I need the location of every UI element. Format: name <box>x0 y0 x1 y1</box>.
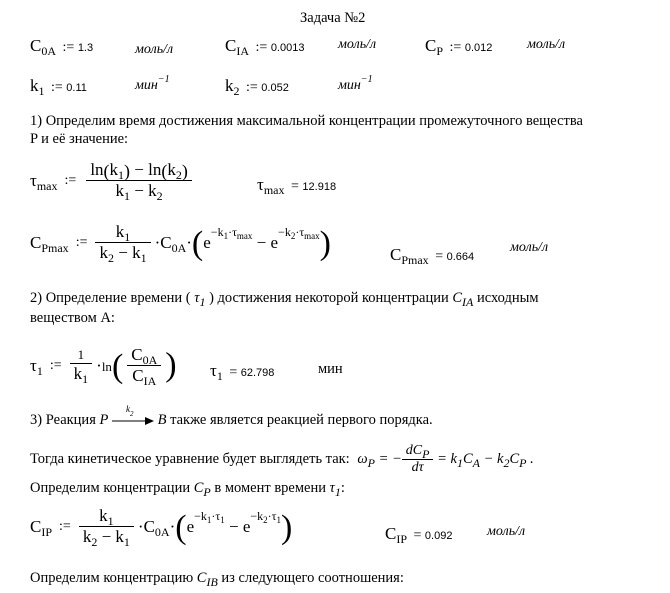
section3-line1: 3) Реакция P $k_2$ B также является реакцией первого порядка. <box>30 403 433 428</box>
unit-cia: моль/л <box>338 37 377 52</box>
cip-formula: $C_{IP}$ := $\frac{k_1}{k_2 - k_1}$ $\cdot C_{0A}\cdot(e^{-k_1\cdot\tau_1} - e^{-k_2\cdot\tau_1})$ <box>30 506 293 549</box>
unit-c0a: моль/л <box>135 42 174 57</box>
tau1-result: $\tau_1 = 62.798$ <box>210 361 275 383</box>
cip-result: $C_{IP} = 0.092$ <box>385 524 453 546</box>
tau-max-result: $\tau_{max} = 12.918$ <box>257 175 337 197</box>
section3-line4: Определим концентрацию $C_{IB}$ из следующего соотношения: <box>30 570 404 589</box>
param-k2: $k_2$ := 0.052 <box>225 76 289 98</box>
param-cia: $C_{IA}$ := 0.0013 <box>225 36 305 58</box>
cpmax-unit: моль/л <box>510 240 549 255</box>
unit-k2: мин$^{-1}$ <box>338 74 373 93</box>
unit-k1: мин$^{-1}$ <box>135 74 170 93</box>
param-c0a: $C_{0A}$ := 1.3 <box>30 36 94 58</box>
cpmax-formula: $C_{Pmax}$ := $\frac{k_1}{k_2 - k_1}$ $\cdot C_{0A}\cdot(e^{-k_1\cdot\tau_{max}} - e^{-k_2\cdot\tau_{max}})$ <box>30 222 331 265</box>
page-title: Задача №2 <box>300 10 366 26</box>
unit-cp: моль/л <box>527 37 566 52</box>
tau1-unit: мин <box>318 361 343 377</box>
section3-line2: Тогда кинетическое уравнение будет выглядеть так: $\omega_P$ = − $\frac{dC_P}{d\tau}$ = $k_1C_A - k_2C_P$ . <box>30 443 534 475</box>
section1-line1: 1) Определим время достижения максимальной концентрации промежуточного вещества <box>30 113 583 129</box>
param-cp: $C_P$ := 0.012 <box>425 36 493 58</box>
section2-line1: 2) Определение времени ( $\tau_1$ ) достижения некоторой концентрации $C_{IA}$ исходным <box>30 290 539 309</box>
section2-line2: веществом A: <box>30 310 115 326</box>
param-k1: $k_1$ := 0.11 <box>30 76 87 98</box>
tau1-formula: $\tau_1$ := $\frac{1}{k_1}$ ·ln( $\frac{C_{0A}}{C_{IA}}$ ) <box>30 345 177 388</box>
section3-line3: Определим концентрации $C_P$ в момент времени $\tau_1$: <box>30 480 345 499</box>
section1-line2: P и её значение: <box>30 131 129 147</box>
reaction-arrow: $k_2$ <box>112 414 154 428</box>
cip-unit: моль/л <box>487 524 526 539</box>
tau-max-formula: $\tau_{max}$ := $\frac{\ln(k_1) - \ln(k_2)}{k_1 - k_2}$ <box>30 160 192 201</box>
cpmax-result: $C_{Pmax} = 0.664$ <box>390 245 475 267</box>
